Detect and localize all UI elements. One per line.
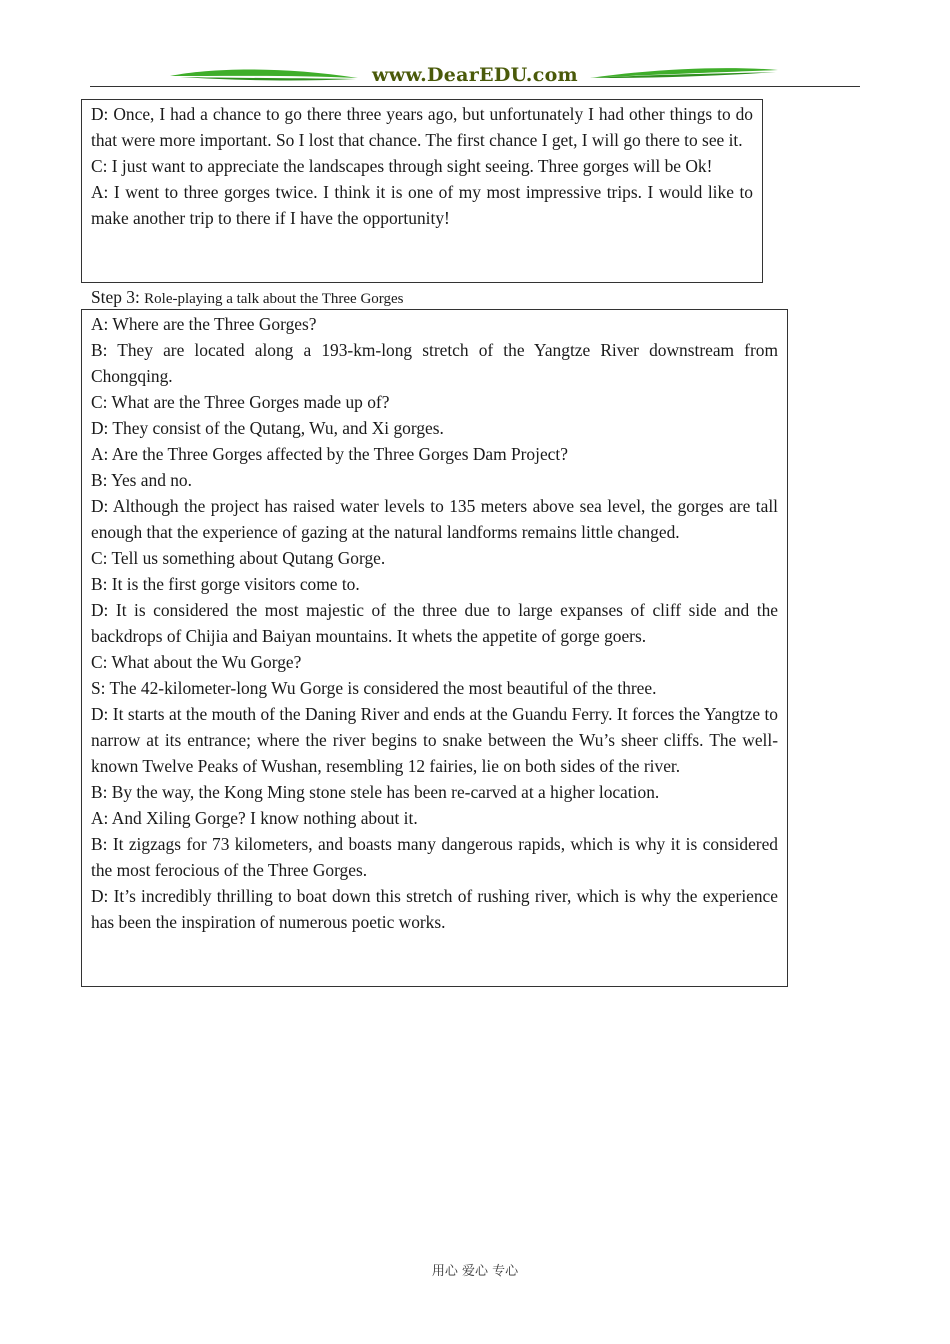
header-swoosh-right	[590, 64, 780, 84]
dialogue-line: A: I went to three gorges twice. I think it is one of my most impressive trips. I would like to make another trip to there if I have the opportunity!	[91, 182, 753, 228]
dialogue-line: D: Although the project has raised water levels to 135 meters above sea level, the gorges are tall enough that the experience of gazing at the natural landforms remains little changed.	[91, 496, 778, 542]
dialogue-line: B: They are located along a 193-km-long stretch of the Yangtze River downstream from Chongqing.	[91, 340, 778, 386]
header-rule	[90, 86, 860, 87]
dialogue-line: C: What about the Wu Gorge?	[91, 652, 302, 672]
dialogue-line: A: Are the Three Gorges affected by the Three Gorges Dam Project?	[91, 444, 568, 464]
dialogue-line: A: Where are the Three Gorges?	[91, 314, 317, 334]
step-title: Role-playing a talk about the Three Gorges	[144, 291, 404, 307]
dialogue-line: D: Once, I had a chance to go there three years ago, but unfortunately I had other things to do that were more important. So I lost that chance. The first chance I get, I will go there to see it.	[91, 104, 753, 150]
dialogue-line: B: It is the first gorge visitors come to.	[91, 574, 360, 594]
dialogue-line: B: Yes and no.	[91, 470, 192, 490]
dialogue-line: D: It starts at the mouth of the Daning River and ends at the Guandu Ferry. It forces the Yangtze to narrow at its entrance; where the river begins to snake between the Wu’s sheer cliffs. The well-known Twelve Peaks of Wushan, resembling 12 fairies, lie on both sides of the river.	[91, 704, 778, 776]
dialogue-line: D: It is considered the most majestic of the three due to large expanses of cliff side and the backdrops of Chijia and Baiyan mountains. It whets the appetite of gorge goers.	[91, 600, 778, 646]
dialogue-line: D: It’s incredibly thrilling to boat down this stretch of rushing river, which is why the experience has been the inspiration of numerous poetic works.	[91, 886, 778, 932]
step-3-heading	[91, 285, 404, 311]
dialogue-box-1	[81, 99, 763, 283]
page-footer: 用心 爱心 专心	[431, 1264, 519, 1279]
dialogue-line: D: They consist of the Qutang, Wu, and Xi gorges.	[91, 418, 444, 438]
dialogue-line: A: And Xiling Gorge? I know nothing about it.	[91, 808, 418, 828]
step-label: Step 3:	[91, 287, 145, 307]
dialogue-line: B: By the way, the Kong Ming stone stele has been re-carved at a higher location.	[91, 782, 660, 802]
dialogue-line: B: It zigzags for 73 kilometers, and boasts many dangerous rapids, which is why it is considered the most ferocious of the Three Gorges.	[91, 834, 778, 880]
dialogue-line: C: Tell us something about Qutang Gorge.	[91, 548, 386, 568]
dialogue-line: C: What are the Three Gorges made up of?	[91, 392, 390, 412]
site-logo-text: www.DearEDU.com	[372, 64, 578, 86]
dialogue-line: S: The 42-kilometer-long Wu Gorge is considered the most beautiful of the three.	[91, 678, 657, 698]
dialogue-box-2	[81, 309, 788, 987]
dialogue-line: C: I just want to appreciate the landscapes through sight seeing. Three gorges will be Ok!	[91, 156, 713, 176]
